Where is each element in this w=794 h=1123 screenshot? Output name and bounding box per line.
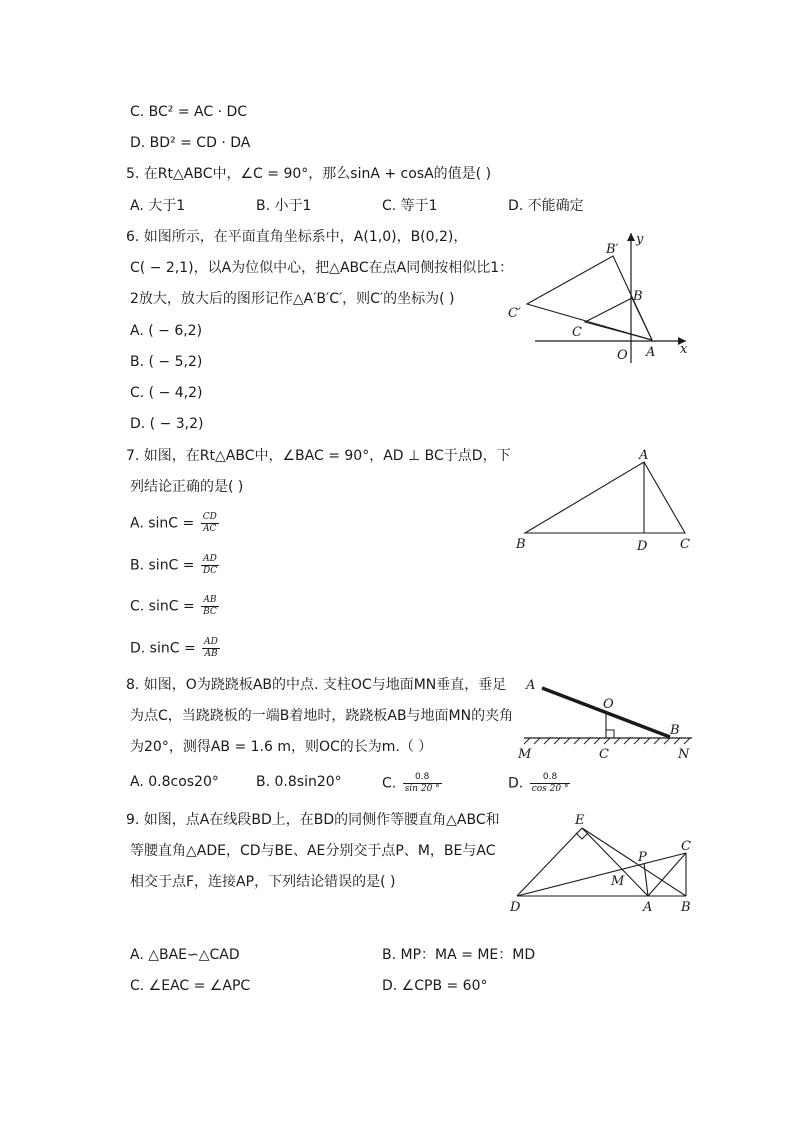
- q7-option-b-label: B. sinC =: [130, 557, 195, 574]
- q7-option-c-label: C. sinC =: [130, 598, 195, 615]
- q4-option-c: C. BC² = AC · DC: [130, 104, 248, 120]
- q8-c-denominator: sin 20 °: [404, 784, 440, 794]
- label-m: M: [518, 747, 532, 762]
- q7-b-numerator: AD: [201, 554, 219, 566]
- q6-stem-line2: C( − 2,1)，以A为位似中心，把△ABC在点A同侧按相似比1：: [130, 260, 514, 276]
- label-c-prime: C′: [508, 306, 521, 321]
- label-e: E: [575, 813, 585, 828]
- q9-stem-line1: 9. 如图，点A在线段BD上，在BD的同侧作等腰直角△ABC和: [126, 812, 500, 828]
- q8-stem-line1: 8. 如图，O为跷跷板AB的中点. 支柱OC与地面MN垂直，垂足: [126, 677, 507, 693]
- q8-option-d: [508, 772, 570, 795]
- q5-option-b: B. 小于1: [256, 198, 312, 214]
- q6-option-b: B. ( − 5,2): [130, 354, 203, 370]
- q7-option-d-label: D. sinC =: [130, 640, 196, 657]
- q7-d-denominator: AB: [204, 649, 218, 659]
- q8-option-b: B. 0.8sin20°: [256, 774, 342, 790]
- q7-option-d-fraction: [202, 637, 220, 660]
- label-y: y: [636, 232, 644, 247]
- q9-stem-line2: 等腰直角△ADE，CD与BE、AE分别交于点P、M，BE与AC: [130, 843, 496, 859]
- q8-c-numerator: 0.8: [403, 772, 442, 784]
- label-b: B: [516, 537, 526, 552]
- label-b: B: [670, 723, 680, 738]
- q8-option-d-fraction: [530, 772, 571, 795]
- segment-ap: [644, 863, 648, 896]
- q7-option-b: [130, 554, 219, 577]
- q7-d-numerator: AD: [204, 637, 218, 647]
- q9-option-a: A. △BAE∽△CAD: [130, 947, 240, 963]
- q4-option-d: D. BD² = CD · DA: [130, 135, 251, 151]
- label-b: B: [681, 900, 691, 915]
- segment-eb: [582, 828, 686, 896]
- q7-option-a-label: A. sinC =: [130, 515, 195, 532]
- q7-stem-line2: 列结论正确的是( ): [130, 479, 244, 495]
- label-m: M: [611, 874, 625, 889]
- label-d: D: [510, 900, 521, 915]
- label-n: N: [678, 747, 690, 762]
- label-c: C: [599, 747, 609, 762]
- q8-stem-line3: 为20°，测得AB = 1.6 m，则OC的长为m.（ ）: [130, 739, 433, 755]
- q5-option-d: D. 不能确定: [508, 198, 584, 214]
- q8-option-a: A. 0.8cos20°: [130, 774, 219, 790]
- label-c: C: [680, 537, 690, 552]
- label-c: C: [572, 325, 582, 340]
- q7-option-c-fraction: [201, 595, 219, 618]
- q7-stem-line1: 7. 如图，在Rt△ABC中，∠BAC = 90°，AD ⊥ BC于点D，下: [126, 448, 511, 464]
- q9-option-c: C. ∠EAC = ∠APC: [130, 978, 251, 994]
- q5-option-a: A. 大于1: [130, 198, 186, 214]
- q8-option-c-label: C.: [382, 775, 397, 792]
- q8-stem-line2: 为点C，当跷跷板的一端B着地时，跷跷板AB与地面MN的夹角: [130, 708, 514, 724]
- triangle-abc: [525, 462, 685, 533]
- segment-de: [517, 828, 582, 896]
- label-b-prime: B′: [606, 242, 619, 257]
- label-a: A: [526, 678, 536, 693]
- q7-c-numerator: AB: [201, 595, 219, 607]
- label-o: O: [617, 348, 628, 363]
- label-a: A: [639, 448, 649, 463]
- q6-stem-line3: 2放大，放大后的图形记作△A′B′C′，则C′的坐标为( ): [130, 291, 455, 307]
- label-c: C: [681, 839, 691, 854]
- q7-a-numerator: CD: [202, 512, 217, 522]
- segment-dc: [517, 853, 686, 896]
- q7-triangle-figure: [505, 445, 705, 557]
- q7-option-d: [130, 637, 220, 660]
- label-a: A: [646, 345, 656, 360]
- q6-stem-line1: 6. 如图所示，在平面直角坐标系中，A(1,0)，B(0,2)，: [126, 229, 468, 245]
- q6-option-c: C. ( − 4,2): [130, 385, 203, 401]
- right-angle-mark-icon: [576, 833, 588, 839]
- q8-seesaw-figure: [510, 672, 700, 764]
- q8-d-denominator: cos 20 °: [531, 784, 569, 794]
- label-o: O: [603, 697, 614, 712]
- q5-stem: 5. 在Rt△ABC中，∠C = 90°，那么sinA + cosA的值是( ): [126, 166, 492, 182]
- q9-triangles-figure: [505, 808, 700, 918]
- ground-hatching: [524, 738, 690, 744]
- triangle-abc: [585, 298, 652, 340]
- q6-option-d: D. ( − 3,2): [130, 416, 204, 432]
- q5-option-c: C. 等于1: [382, 198, 438, 214]
- label-a: A: [643, 900, 653, 915]
- label-x: x: [680, 342, 688, 357]
- q8-d-numerator: 0.8: [530, 772, 571, 784]
- q7-b-denominator: DC: [202, 566, 218, 576]
- q9-option-b: B. MP：MA = ME：MD: [382, 947, 536, 963]
- q6-coordinate-figure: [500, 225, 700, 370]
- q8-option-d-label: D.: [508, 775, 524, 792]
- q7-option-c: [130, 595, 219, 618]
- label-d: D: [637, 539, 648, 554]
- y-axis-arrow-icon: [627, 233, 635, 241]
- q6-option-a: A. ( − 6,2): [130, 323, 203, 339]
- q7-option-a-fraction: [201, 512, 219, 535]
- q8-option-c-fraction: [403, 772, 442, 795]
- q9-stem-line3: 相交于点F，连接AP，下列结论错误的是( ): [130, 874, 396, 890]
- right-angle-mark-icon: [606, 730, 614, 738]
- label-b: B: [633, 289, 643, 304]
- q9-option-d: D. ∠CPB = 60°: [382, 978, 488, 994]
- label-p: P: [638, 850, 647, 865]
- q8-option-c: [382, 772, 442, 795]
- q7-a-denominator: AC: [203, 524, 217, 534]
- q7-c-denominator: BC: [203, 607, 217, 617]
- q7-option-b-fraction: [201, 554, 219, 577]
- q7-option-a: [130, 512, 219, 535]
